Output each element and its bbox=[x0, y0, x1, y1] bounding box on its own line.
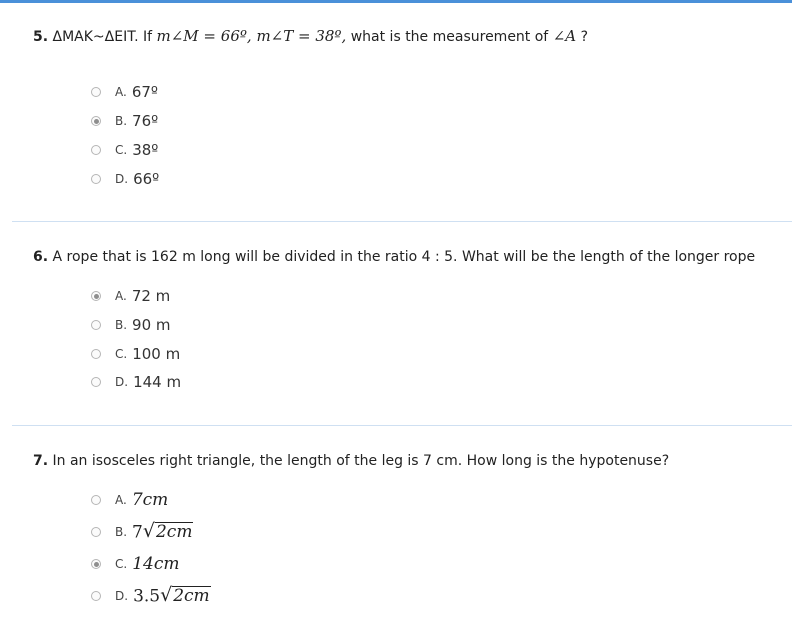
question-5 bbox=[33, 27, 588, 45]
question-math: ∠A bbox=[552, 27, 577, 45]
option-value: 144 m bbox=[133, 373, 182, 391]
radio-button-selected[interactable] bbox=[91, 291, 101, 301]
square-root bbox=[143, 522, 194, 542]
option-letter: B. bbox=[115, 525, 128, 539]
option-6c[interactable] bbox=[91, 344, 180, 364]
option-6b[interactable] bbox=[91, 315, 171, 335]
radio-button[interactable] bbox=[91, 174, 101, 184]
option-value: 72 m bbox=[131, 287, 171, 305]
option-letter: C. bbox=[115, 557, 128, 571]
section-divider bbox=[12, 425, 792, 426]
option-letter: B. bbox=[115, 318, 128, 332]
radio-button[interactable] bbox=[91, 349, 101, 359]
radio-button[interactable] bbox=[91, 527, 101, 537]
radio-button-selected[interactable] bbox=[91, 116, 101, 126]
option-value: 7cm bbox=[131, 490, 169, 510]
option-letter: D. bbox=[115, 172, 129, 186]
option-letter: A. bbox=[115, 289, 127, 303]
radio-button[interactable] bbox=[91, 320, 101, 330]
question-7 bbox=[33, 453, 669, 469]
top-accent-bar bbox=[0, 0, 792, 3]
option-value: 14cm bbox=[132, 554, 180, 574]
option-value: 76º bbox=[132, 112, 159, 130]
square-root bbox=[160, 586, 211, 606]
question-number: 6. bbox=[33, 249, 49, 265]
option-value: 66º bbox=[133, 170, 160, 188]
coefficient: 7 bbox=[132, 522, 143, 543]
question-text: A rope that is 162 m long will be divided in the ratio 4 : 5. What will be the length of the longer rope bbox=[52, 249, 756, 265]
option-value: 100 m bbox=[132, 345, 181, 363]
question-text: In an isosceles right triangle, the length of the leg is 7 cm. How long is the hypotenuse? bbox=[52, 453, 670, 469]
option-letter: A. bbox=[115, 85, 127, 99]
option-letter: D. bbox=[115, 589, 129, 603]
radical-sign-icon: √ bbox=[160, 584, 173, 607]
option-value: 38º bbox=[132, 141, 159, 159]
option-value bbox=[132, 522, 193, 543]
radio-button-selected[interactable] bbox=[91, 559, 101, 569]
option-7d[interactable] bbox=[91, 586, 211, 606]
question-text: ? bbox=[580, 29, 588, 45]
option-letter: B. bbox=[115, 114, 128, 128]
option-letter: C. bbox=[115, 347, 128, 361]
option-value: 90 m bbox=[132, 316, 171, 334]
option-value: 67º bbox=[131, 83, 158, 101]
question-text: ΔMAK~ΔEIT. If bbox=[52, 29, 153, 45]
option-6a[interactable] bbox=[91, 286, 170, 306]
option-letter: A. bbox=[115, 493, 127, 507]
option-5b[interactable] bbox=[91, 111, 158, 131]
option-7c[interactable] bbox=[91, 554, 179, 574]
radio-button[interactable] bbox=[91, 591, 101, 601]
option-letter: C. bbox=[115, 143, 128, 157]
radicand: 2cm bbox=[173, 585, 210, 606]
coefficient: 3.5 bbox=[133, 586, 161, 607]
option-5c[interactable] bbox=[91, 140, 158, 160]
option-7b[interactable] bbox=[91, 522, 193, 542]
question-number: 7. bbox=[33, 453, 49, 469]
radio-button[interactable] bbox=[91, 377, 101, 387]
radio-button[interactable] bbox=[91, 495, 101, 505]
question-text: what is the measurement of bbox=[350, 29, 549, 45]
section-divider bbox=[12, 221, 792, 222]
option-7a[interactable] bbox=[91, 490, 168, 510]
radicand: 2cm bbox=[155, 521, 193, 542]
option-5d[interactable] bbox=[91, 169, 159, 189]
question-math: m∠M = 66º, m∠T = 38º, bbox=[156, 27, 347, 45]
question-number: 5. bbox=[33, 29, 49, 45]
radical-sign-icon: √ bbox=[142, 520, 155, 543]
option-5a[interactable] bbox=[91, 82, 158, 102]
radio-button[interactable] bbox=[91, 145, 101, 155]
question-6 bbox=[33, 249, 755, 265]
radio-button[interactable] bbox=[91, 87, 101, 97]
option-6d[interactable] bbox=[91, 372, 181, 392]
option-letter: D. bbox=[115, 375, 129, 389]
option-value bbox=[133, 586, 211, 607]
